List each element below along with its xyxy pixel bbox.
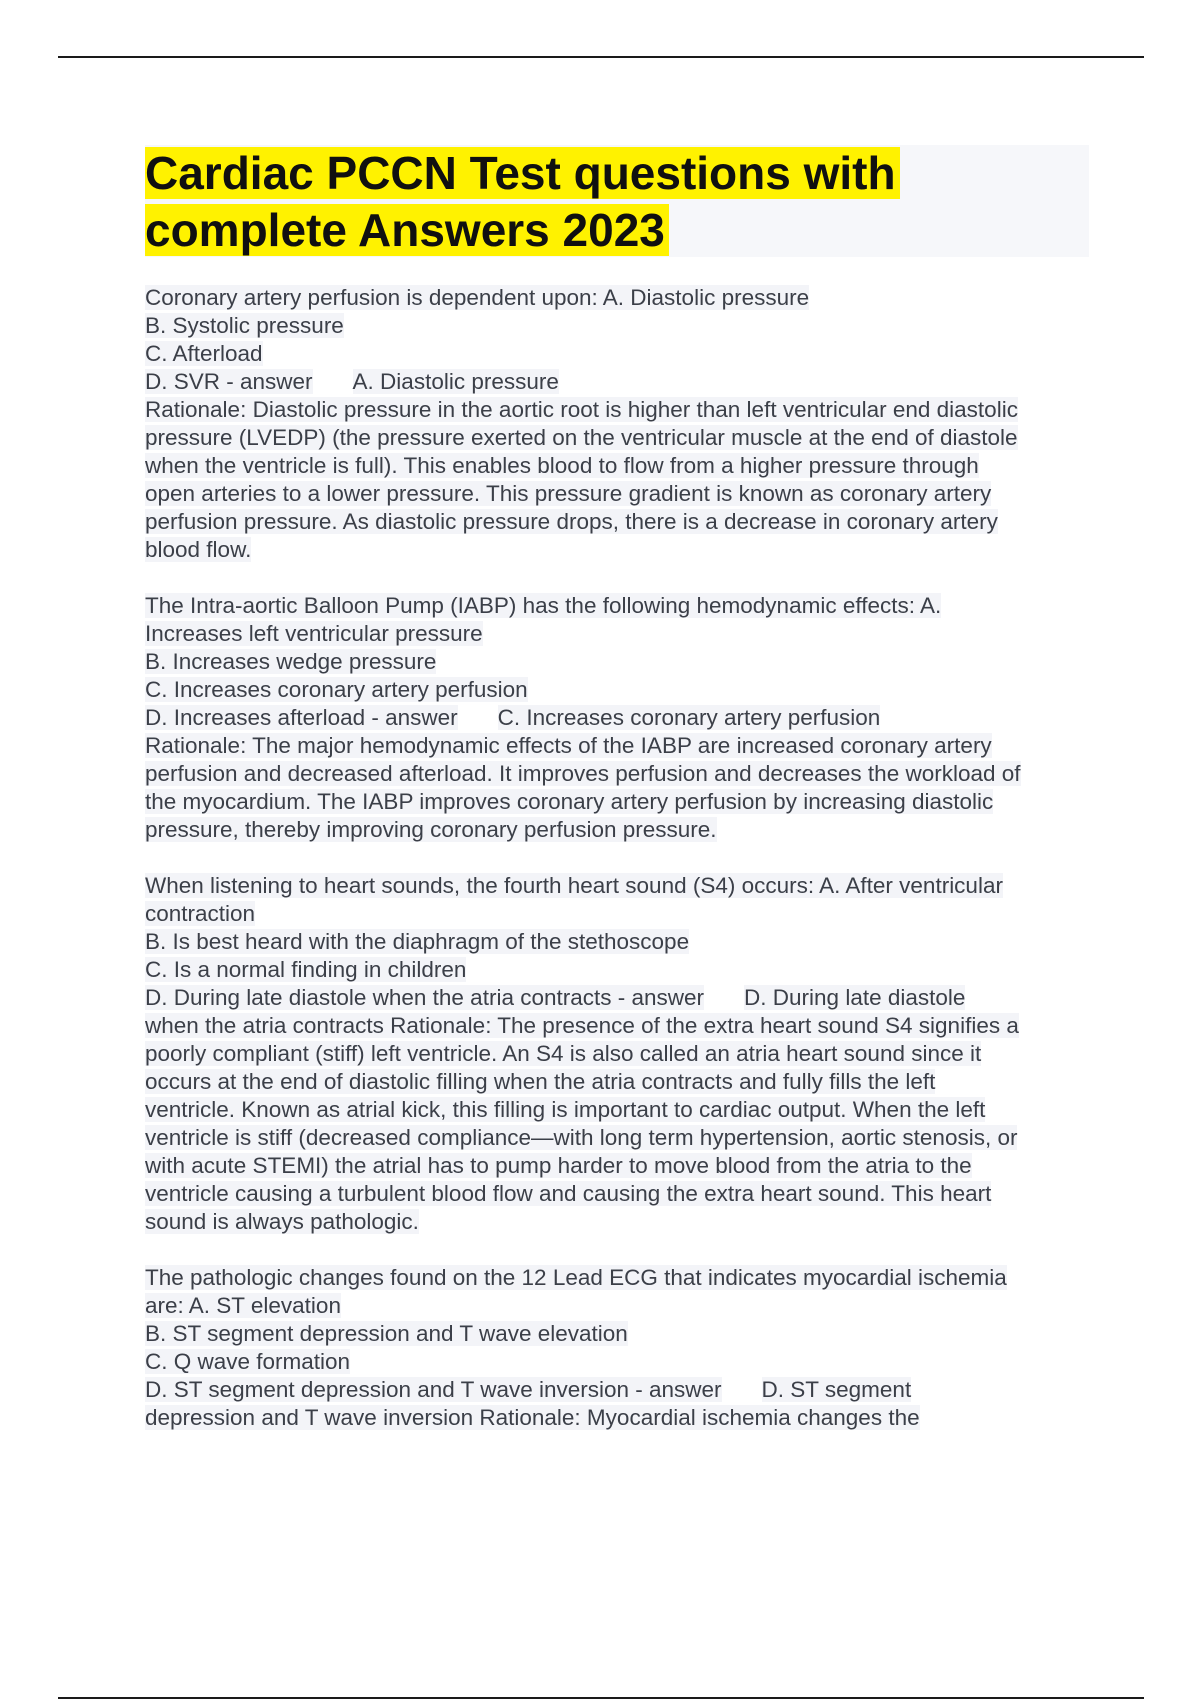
rationale-line: the myocardium. The IABP improves coronary artery perfusion by increasing diastolic (145, 789, 994, 814)
question-line: The Intra-aortic Balloon Pump (IABP) has the following hemodynamic effects: A. (145, 593, 942, 618)
question-line: The pathologic changes found on the 12 Lead ECG that indicates myocardial ischemia (145, 1265, 1007, 1290)
rationale-line: ventricle is stiff (decreased compliance—with long term hypertension, aortic stenosis, or (145, 1125, 1018, 1150)
option-line: C. Increases coronary artery perfusion (145, 677, 528, 702)
rationale-line: Rationale: The major hemodynamic effects of the IABP are increased coronary artery (145, 733, 992, 758)
rationale-line: depression and T wave inversion Rationale: Myocardial ischemia changes the (145, 1405, 920, 1430)
option-line: B. ST segment depression and T wave elevation (145, 1321, 628, 1346)
rationale-line: blood flow. (145, 537, 252, 562)
answer-text: C. Increases coronary artery perfusion (497, 705, 881, 730)
option-line: C. Is a normal finding in children (145, 957, 467, 982)
last-option: D. During late diastole when the atria contracts - answer (145, 985, 705, 1010)
answer-line (145, 1376, 1095, 1404)
question-line: contraction (145, 901, 256, 926)
rationale-line: pressure, thereby improving coronary perfusion pressure. (145, 817, 717, 842)
answer-text: D. During late diastole (744, 985, 966, 1010)
rationale-line: when the ventricle is full). This enables blood to flow from a higher pressure through (145, 453, 979, 478)
question-block-4 (145, 1264, 1095, 1432)
page-top-rule (58, 56, 1144, 58)
question-block-2 (145, 592, 1095, 844)
rationale-line: Rationale: Diastolic pressure in the aortic root is higher than left ventricular end diastolic (145, 397, 1018, 422)
answer-line (145, 704, 1095, 732)
option-line: C. Afterload (145, 341, 263, 366)
rationale-line: ventricle causing a turbulent blood flow and causing the extra heart sound. This heart (145, 1181, 992, 1206)
option-line: B. Systolic pressure (145, 313, 344, 338)
rationale-line: sound is always pathologic. (145, 1209, 419, 1234)
last-option: D. Increases afterload - answer (145, 705, 458, 730)
option-line: C. Q wave formation (145, 1349, 351, 1374)
option-line: B. Increases wedge pressure (145, 649, 437, 674)
rationale-line: with acute STEMI) the atrial has to pump harder to move blood from the atria to the (145, 1153, 972, 1178)
question-block-1 (145, 284, 1095, 564)
rationale-line: open arteries to a lower pressure. This pressure gradient is known as coronary artery (145, 481, 992, 506)
answer-text: D. ST segment (761, 1377, 912, 1402)
answer-line (145, 984, 1095, 1012)
question-line: Coronary artery perfusion is dependent upon: A. Diastolic pressure (145, 285, 810, 310)
title-line-2: complete Answers 2023 (145, 204, 669, 256)
rationale-line: ventricle. Known as atrial kick, this filling is important to cardiac output. When the left (145, 1097, 986, 1122)
page-bottom-rule (58, 1697, 1144, 1699)
question-line: When listening to heart sounds, the fourth heart sound (S4) occurs: A. After ventricular (145, 873, 1003, 898)
rationale-line: poorly compliant (stiff) left ventricle. An S4 is also called an atria heart sound since it (145, 1041, 982, 1066)
last-option: D. SVR - answer (145, 369, 313, 394)
question-block-3 (145, 872, 1095, 1236)
question-line: are: A. ST elevation (145, 1293, 341, 1318)
last-option: D. ST segment depression and T wave inversion - answer (145, 1377, 722, 1402)
option-line: B. Is best heard with the diaphragm of the stethoscope (145, 929, 690, 954)
question-line: Increases left ventricular pressure (145, 621, 483, 646)
rationale-line: occurs at the end of diastolic filling when the atria contracts and fully fills the left (145, 1069, 936, 1094)
document-body (145, 284, 1095, 1460)
rationale-line: perfusion pressure. As diastolic pressure drops, there is a decrease in coronary artery (145, 509, 998, 534)
rationale-line: when the atria contracts Rationale: The presence of the extra heart sound S4 signifies a (145, 1013, 1019, 1038)
rationale-line: perfusion and decreased afterload. It improves perfusion and decreases the workload of (145, 761, 1021, 786)
answer-line (145, 368, 1095, 396)
rationale-line: pressure (LVEDP) (the pressure exerted on the ventricular muscle at the end of diastole (145, 425, 1018, 450)
answer-text: A. Diastolic pressure (352, 369, 559, 394)
document-title (145, 145, 1089, 259)
title-line-1: Cardiac PCCN Test questions with (145, 147, 900, 199)
